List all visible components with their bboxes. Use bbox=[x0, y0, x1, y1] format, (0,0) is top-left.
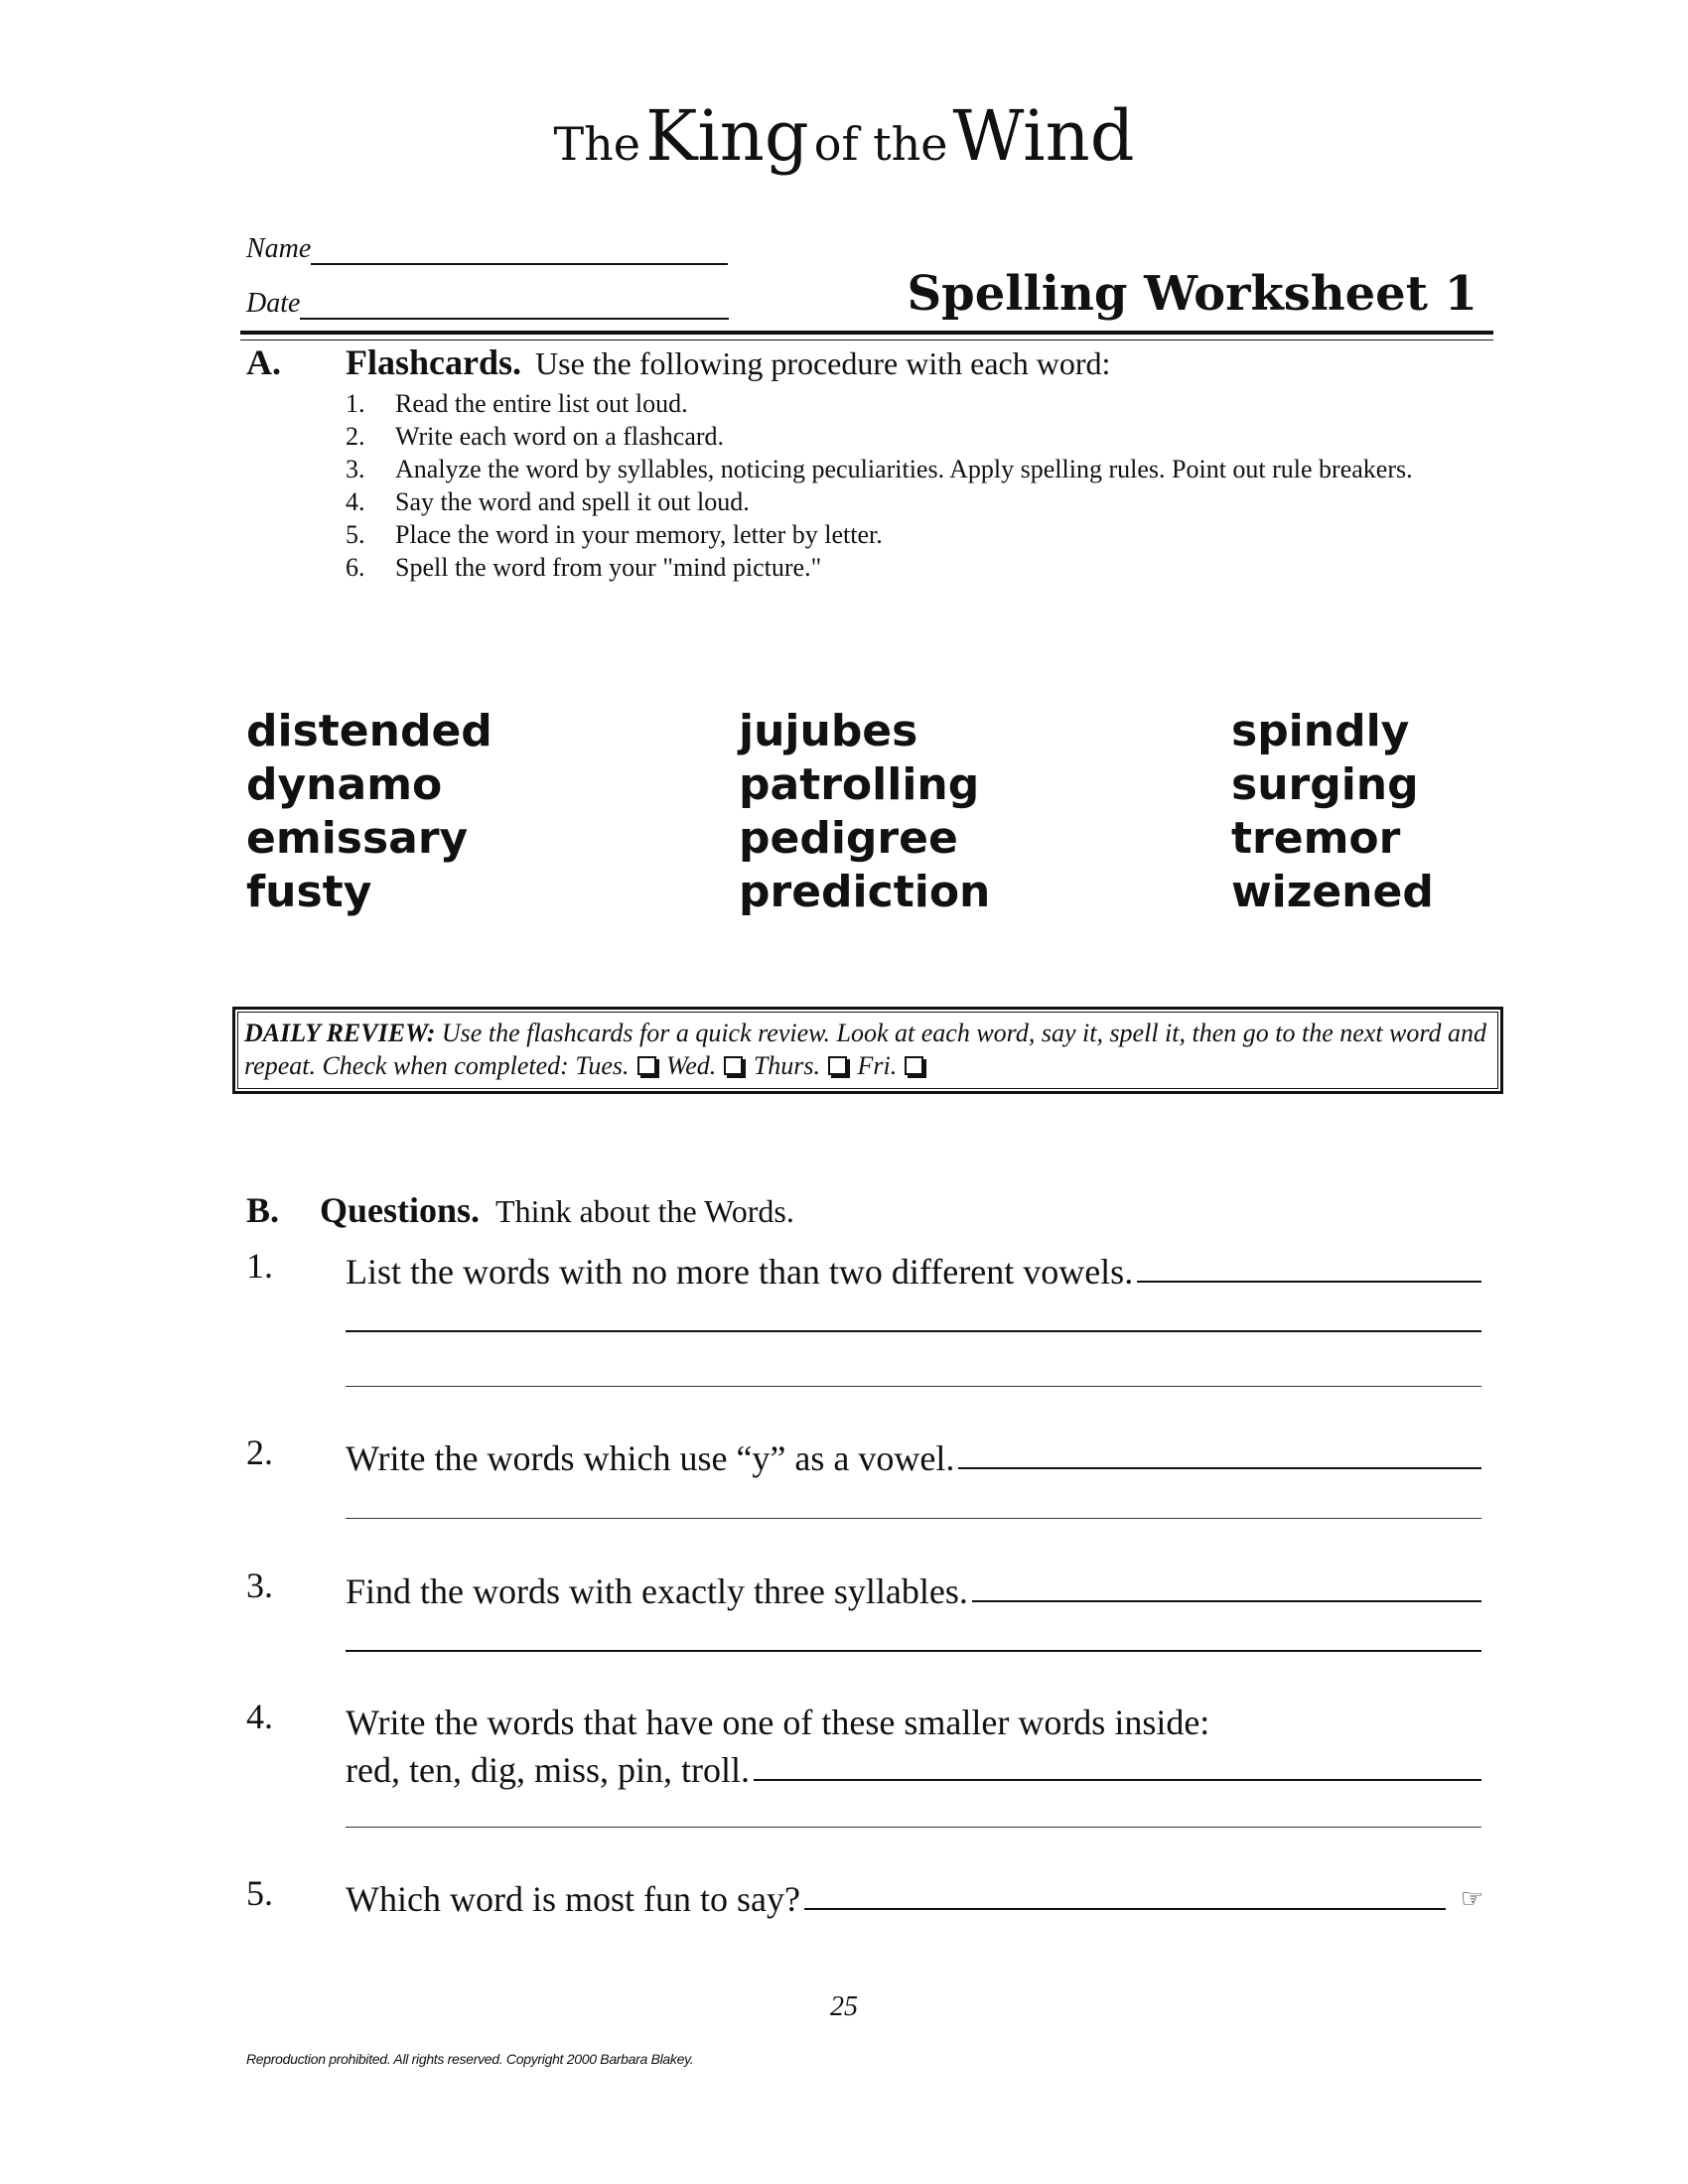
answer-blank[interactable] bbox=[754, 1779, 1481, 1781]
section-b-heading bbox=[246, 1189, 794, 1231]
pointing-hand-icon: ☞ bbox=[1460, 1884, 1483, 1913]
section-b-letter: B. bbox=[246, 1190, 280, 1230]
daily-review-label: DAILY REVIEW: bbox=[244, 1019, 436, 1047]
section-b-instruction: Think about the Words. bbox=[495, 1193, 794, 1229]
procedure-step: 2. Write each word on a flashcard. bbox=[346, 422, 725, 451]
section-a-title: Flashcards. bbox=[346, 342, 522, 382]
name-field[interactable] bbox=[246, 233, 728, 265]
spelling-word: patrolling bbox=[739, 759, 980, 810]
answer-blank[interactable] bbox=[1137, 1281, 1481, 1283]
question-1: 1. List the words with no more than two different vowels. bbox=[246, 1245, 1481, 1293]
title-word-the: The bbox=[553, 117, 640, 171]
answer-line[interactable] bbox=[346, 1330, 1481, 1332]
procedure-step: 5. Place the word in your memory, letter by letter. bbox=[346, 520, 883, 549]
answer-blank[interactable] bbox=[804, 1908, 1446, 1910]
spelling-word: pedigree bbox=[739, 813, 958, 864]
title-words-of-the: of the bbox=[813, 117, 948, 171]
question-3: 3. Find the words with exactly three syllables. bbox=[246, 1565, 1481, 1612]
copyright-notice: Reproduction prohibited. All rights reserved. Copyright 2000 Barbara Blakey. bbox=[246, 2051, 694, 2067]
spelling-word: prediction bbox=[739, 867, 991, 917]
answer-blank[interactable] bbox=[958, 1467, 1481, 1469]
worksheet-title: Spelling Worksheet 1 bbox=[907, 266, 1477, 322]
procedure-step: 4. Say the word and spell it out loud. bbox=[346, 487, 750, 516]
spelling-word: fusty bbox=[246, 867, 372, 917]
answer-line[interactable] bbox=[346, 1386, 1481, 1387]
spelling-word: dynamo bbox=[246, 759, 443, 810]
header-divider bbox=[240, 331, 1493, 335]
spelling-word-list bbox=[246, 705, 1487, 919]
question-5: 5. Which word is most fun to say? ☞ bbox=[246, 1873, 1483, 1919]
checkbox-thurs[interactable] bbox=[828, 1056, 847, 1075]
title-word-wind: Wind bbox=[952, 95, 1135, 177]
day-thurs-label: Thurs. bbox=[753, 1051, 821, 1080]
answer-line[interactable] bbox=[346, 1518, 1481, 1519]
day-tues-label: Tues. bbox=[575, 1051, 630, 1080]
date-label: Date bbox=[246, 288, 301, 319]
checkbox-fri[interactable] bbox=[905, 1056, 923, 1075]
procedure-step: 1. Read the entire list out loud. bbox=[346, 389, 688, 418]
name-label: Name bbox=[246, 233, 312, 264]
answer-line[interactable] bbox=[346, 1650, 1481, 1652]
spelling-word: jujubes bbox=[739, 706, 918, 756]
question-2: 2. Write the words which use “y” as a vowel. bbox=[246, 1432, 1481, 1479]
procedure-steps bbox=[346, 387, 1487, 584]
page-title bbox=[0, 95, 1688, 177]
daily-review-box bbox=[232, 1007, 1503, 1094]
procedure-step: 3. Analyze the word by syllables, noticing peculiarities. Apply spelling rules. Point out rule breakers. bbox=[346, 455, 1413, 483]
spelling-word: wizened bbox=[1231, 867, 1434, 917]
day-fri-label: Fri. bbox=[857, 1051, 898, 1080]
spelling-word: tremor bbox=[1231, 813, 1401, 864]
section-a-instruction: Use the following procedure with each word: bbox=[535, 345, 1111, 381]
title-word-king: King bbox=[645, 95, 809, 177]
spelling-word: spindly bbox=[1231, 706, 1410, 756]
name-blank[interactable] bbox=[311, 262, 728, 265]
checkbox-tues[interactable] bbox=[637, 1056, 656, 1075]
checkbox-wed[interactable] bbox=[724, 1056, 743, 1075]
day-wed-label: Wed. bbox=[666, 1051, 717, 1080]
header-divider-thin bbox=[240, 340, 1493, 341]
procedure-step: 6. Spell the word from your "mind picture." bbox=[346, 553, 822, 582]
date-blank[interactable] bbox=[300, 317, 729, 320]
spelling-word: surging bbox=[1231, 759, 1419, 810]
daily-review-text: DAILY REVIEW: Use the flashcards for a quick review. Look at each word, say it, spell it, then go to the next word and repeat. Check when completed: Tues. Wed. Thurs. Fri. bbox=[237, 1012, 1498, 1089]
spelling-word: emissary bbox=[246, 813, 469, 864]
answer-line[interactable] bbox=[346, 1827, 1481, 1828]
date-field[interactable] bbox=[246, 288, 729, 320]
spelling-word: distended bbox=[246, 706, 492, 756]
section-b-title: Questions. bbox=[320, 1190, 481, 1230]
section-a-heading bbox=[346, 341, 1110, 383]
page-number: 25 bbox=[830, 1991, 858, 2022]
answer-blank[interactable] bbox=[972, 1600, 1481, 1602]
question-4: 4. Write the words that have one of these smaller words inside: red, ten, dig, miss, pin, troll. bbox=[246, 1696, 1481, 1791]
section-a-letter: A. bbox=[246, 342, 281, 382]
